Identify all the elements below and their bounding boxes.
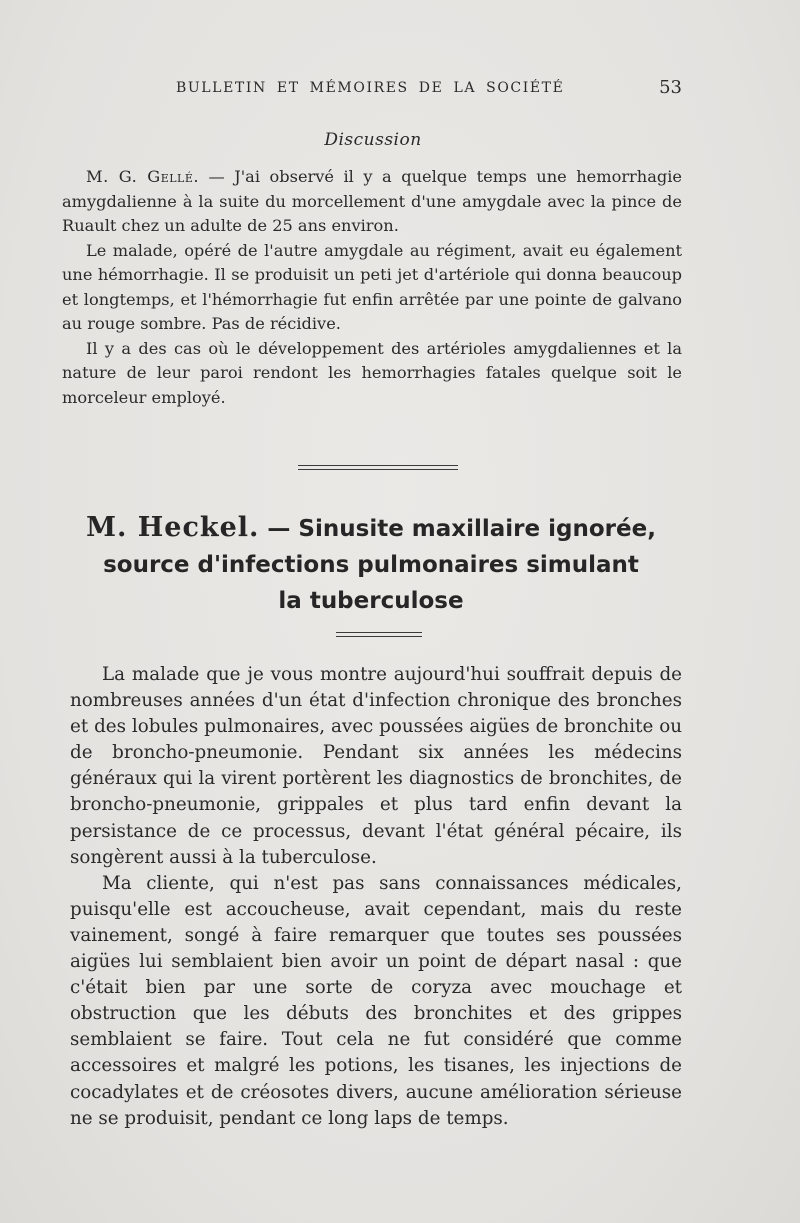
discussion-paragraph [62, 165, 682, 239]
article-body [70, 662, 682, 1132]
title-divider [336, 632, 422, 637]
discussion-speaker: M. G. Gellé. [86, 167, 200, 186]
discussion-paragraph-text: — J'ai observé il y a quelque temps une hemorrhagie amygdalienne à la suite du morcellement d'une amygdale avec la pince de Ruault chez un adulte de 25 ans environ. [62, 167, 682, 235]
body-paragraph: Ma cliente, qui n'est pas sans connaissances médicales, puisqu'elle est accoucheuse, avait cependant, mais du reste vainement, songé à faire remarquer que toutes ses poussées aigües lui semblaient bien avoir un point de départ nasal : que c'était bien par une sorte de coryza avec mouchage et obstruction que les débuts des bronchites et des grippes semblaient se faire. Tout cela ne fut considéré que comme accessoires et malgré les potions, les tisanes, les injections de cocadylates et de créosotes divers, aucune amélioration sérieuse ne se produisit, pendant ce long laps de temps. [70, 872, 682, 1129]
running-head [176, 77, 682, 102]
article-author: M. Heckel. [86, 512, 260, 543]
article-title-line: la tuberculose [278, 588, 464, 614]
body-paragraph: La malade que je vous montre aujourd'hui souffrait depuis de nombreuses années d'un état d'infection chronique des bronches et des lobules pulmonaires, avec poussées aigües de bronchite ou de broncho-pneumonie. Pendant six années les médecins généraux qui la virent portèrent les diagnostics de bronchites, de broncho-pneumonie, grippales et plus tard enfin devant la persistance de ce processus, devant l'état général pécaire, ils songèrent aussi à la tuberculose. [70, 664, 682, 868]
article-title-line [60, 510, 682, 547]
article-title-text: — Sinusite maxillaire ignorée, [259, 516, 656, 542]
running-title: BULLETIN ET MÉMOIRES DE LA SOCIÉTÉ [176, 80, 565, 96]
discussion-heading: Discussion [324, 130, 422, 150]
discussion-paragraph: Il y a des cas où le développement des artérioles amygdaliennes et la nature de leur paroi rendont les hemorrhagies fatales quelque soit le morceleur employé. [62, 338, 682, 407]
discussion-section [62, 165, 682, 410]
section-divider [298, 465, 458, 470]
discussion-paragraph: Le malade, opéré de l'autre amygdale au régiment, avait eu également une hémorrhagie. Il se produisit un peti jet d'artériole qui donna beaucoup et longtemps, et l'hémorrhagie fut enfin arrêtée par une pointe de galvano au rouge sombre. Pas de récidive. [62, 240, 682, 333]
article-title [60, 510, 682, 619]
article-title-line: source d'infections pulmonaires simulant [103, 552, 639, 578]
page-number: 53 [659, 77, 682, 98]
